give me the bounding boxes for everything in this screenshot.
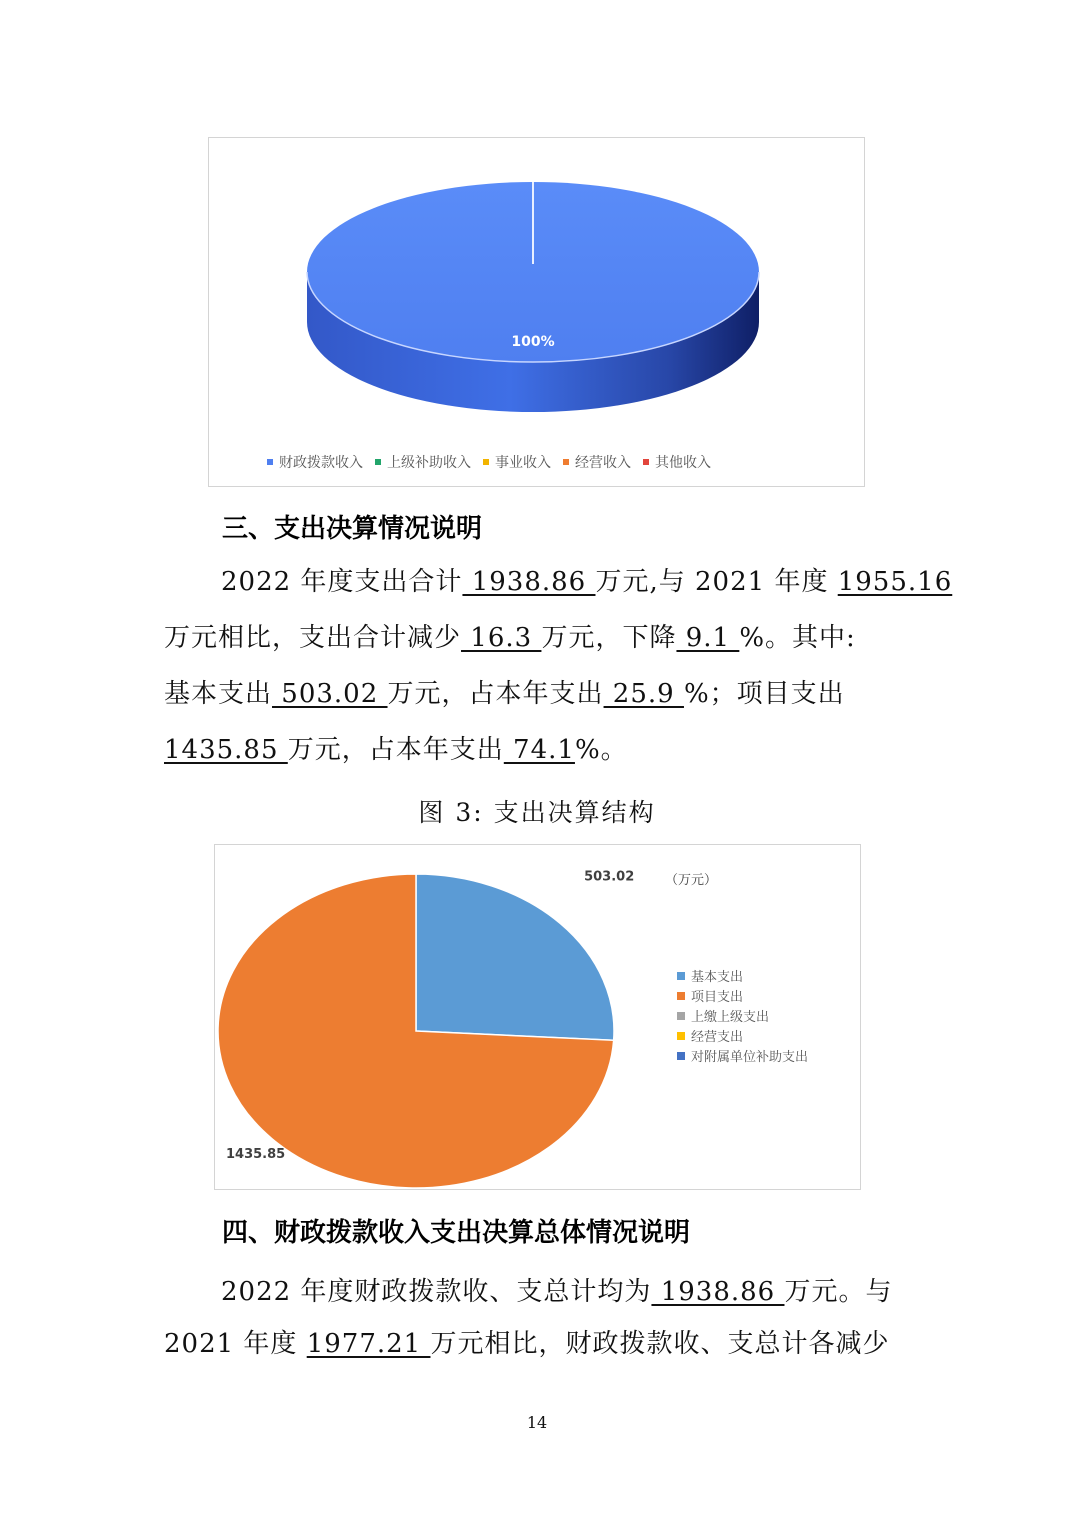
legend-label: 经营支出 bbox=[691, 1030, 744, 1045]
expense-pie-chart bbox=[214, 844, 861, 1190]
legend-marker bbox=[375, 459, 381, 465]
expense-legend bbox=[677, 969, 808, 1065]
legend-label: 财政拨款收入 bbox=[279, 455, 363, 471]
section3-heading: 三、支出决算情况说明 bbox=[222, 514, 483, 544]
section3-line4: 1435.85 万元，占本年支出 74.1%。 bbox=[164, 735, 628, 765]
legend-marker bbox=[677, 1032, 685, 1040]
figure-caption: 图 3: 支出决算结构 bbox=[418, 798, 656, 827]
section3-line3: 基本支出 503.02 万元，占本年支出 25.9 %；项目支出 bbox=[164, 679, 845, 709]
legend-marker bbox=[677, 992, 685, 1000]
section4-line1: 2022 年度财政拨款收、支总计均为 1938.86 万元。与 bbox=[221, 1277, 893, 1307]
legend-label: 事业收入 bbox=[495, 455, 551, 471]
section4-heading: 四、财政拨款收入支出决算总体情况说明 bbox=[222, 1218, 691, 1248]
legend-label: 其他收入 bbox=[655, 455, 711, 471]
legend-marker bbox=[267, 459, 273, 465]
legend-marker bbox=[563, 459, 569, 465]
legend-marker bbox=[643, 459, 649, 465]
legend-label: 项目支出 bbox=[691, 990, 744, 1005]
legend-marker bbox=[483, 459, 489, 465]
expense-pie-svg bbox=[215, 845, 860, 1189]
legend-marker bbox=[677, 972, 685, 980]
legend-marker bbox=[677, 1012, 685, 1020]
pie-percent-label: 100% bbox=[511, 334, 555, 350]
legend-label: 对附属单位补助支出 bbox=[691, 1050, 809, 1065]
income-pie-svg bbox=[209, 138, 864, 486]
section3-line1: 2022 年度支出合计 1938.86 万元,与 2021 年度 1955.16 bbox=[221, 567, 953, 597]
section3-line2: 万元相比，支出合计减少 16.3 万元，下降 9.1 %。其中: bbox=[164, 623, 856, 653]
data-label-2: 1435.85 bbox=[226, 1147, 286, 1162]
legend-label: 经营收入 bbox=[575, 455, 631, 471]
legend-label: 上缴上级支出 bbox=[691, 1010, 770, 1025]
legend-marker bbox=[677, 1052, 685, 1060]
data-label-1: 503.02 bbox=[584, 869, 635, 885]
legend-label: 上级补助收入 bbox=[387, 455, 471, 471]
unit-label: （万元） bbox=[664, 873, 718, 888]
page-number: 14 bbox=[526, 1413, 548, 1432]
pie-slice-1 bbox=[416, 874, 614, 1040]
section4-line2: 2021 年度 1977.21 万元相比，财政拨款收、支总计各减少 bbox=[164, 1329, 890, 1359]
legend-label: 基本支出 bbox=[691, 970, 744, 985]
income-pie-chart bbox=[208, 137, 865, 487]
income-legend bbox=[267, 454, 711, 471]
